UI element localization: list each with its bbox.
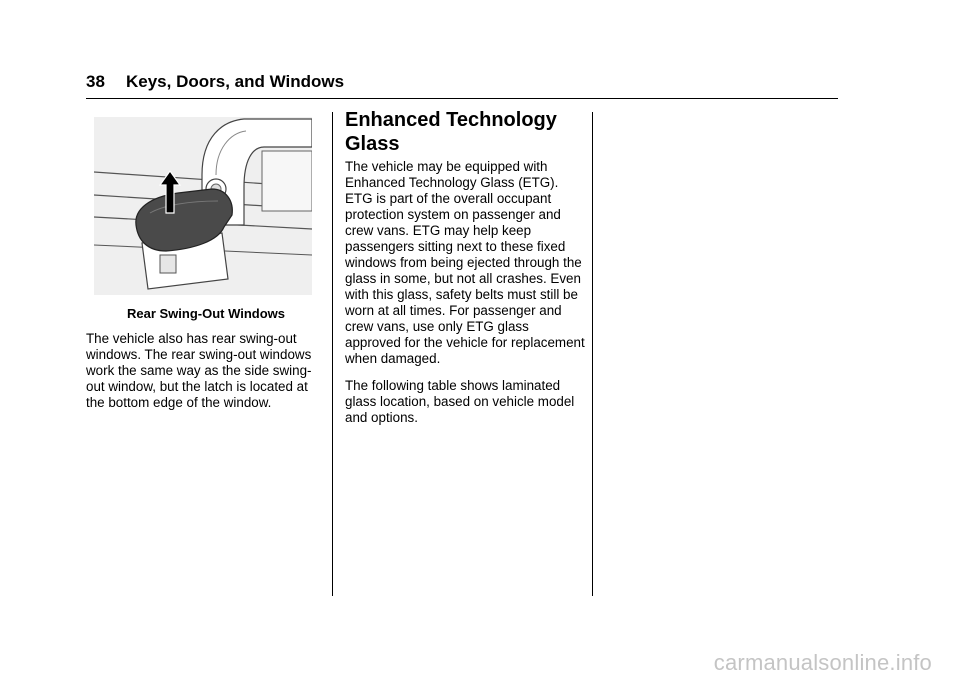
etg-paragraph: The vehicle may be equipped with Enhanced Technology Glass (ETG). ETG is part of the overall occupant protection system on passenger and crew vans. ETG may help keep passengers sitting next to these fixed windows from being ejected through the glass in some, but not all crashes. Even with this glass, safety belts must still be worn at all times. For passenger and crew vans, use only ETG glass approved for the vehicle for replacement when damaged. (345, 159, 585, 366)
header-rule (86, 98, 838, 99)
laminated-glass-paragraph: The following table shows laminated glass location, based on vehicle model and options. (345, 378, 575, 425)
page-number: 38 (86, 72, 105, 91)
page-header (86, 72, 344, 92)
rear-window-latch-illustration (94, 117, 312, 295)
section-heading: Enhanced Technology Glass (345, 109, 557, 155)
column-divider-right (592, 112, 593, 596)
column-divider-left (332, 112, 333, 596)
watermark: carmanualsonline.info (713, 650, 932, 675)
section-title: Keys, Doors, and Windows (126, 72, 345, 91)
figure-caption: Rear Swing-Out Windows (126, 306, 286, 321)
rear-window-paragraph: The vehicle also has rear swing-out windows. The rear swing-out windows work the same way as the side swing-out window, but the latch is located at the bottom edge of the window. (86, 331, 312, 410)
